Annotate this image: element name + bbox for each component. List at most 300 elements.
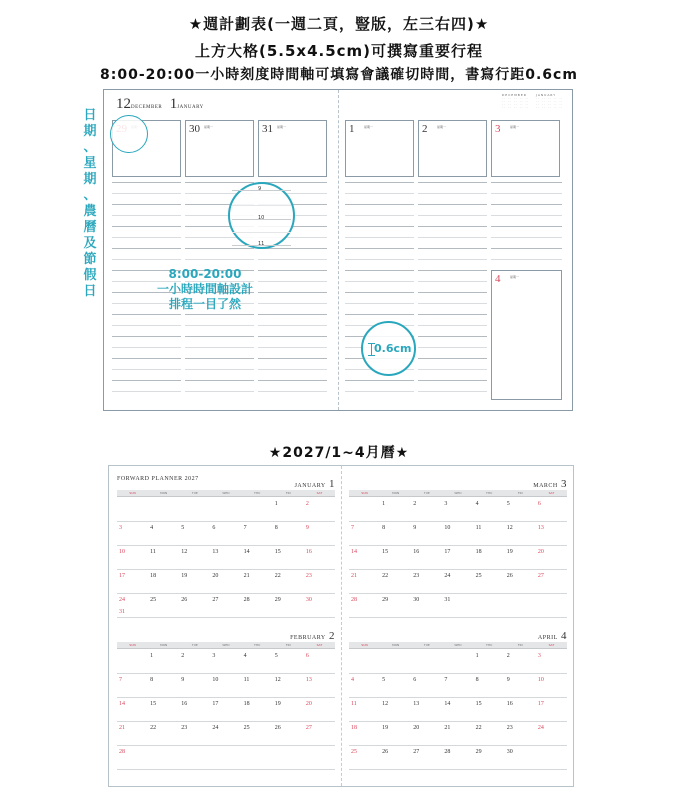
calendar-day[interactable]: 16 [506, 701, 513, 707]
calendar-day[interactable]: 13 [537, 525, 544, 531]
hour-line[interactable] [185, 325, 254, 326]
annotation-line-2: 一小時時間軸設計 [156, 282, 253, 296]
week-row-line [117, 673, 335, 674]
calendar-day[interactable]: 29 [475, 749, 482, 755]
week-row-line [117, 569, 335, 570]
calendar-day[interactable]: 9 [413, 525, 417, 531]
hour-line[interactable] [112, 182, 181, 183]
hour-line[interactable] [418, 303, 487, 304]
calendar-day[interactable]: 20 [305, 701, 312, 707]
weekday-label: FRI [285, 643, 291, 647]
hour-line[interactable] [258, 369, 327, 370]
week-header [116, 96, 204, 113]
calendar-day[interactable]: 18 [150, 573, 157, 579]
calendar-day[interactable]: 10 [537, 677, 544, 683]
calendar-day[interactable]: 16 [305, 549, 312, 555]
week-header-left-month: DECEMBER [131, 105, 163, 110]
calendar-day[interactable]: 26 [382, 749, 389, 755]
week-row-line [349, 721, 567, 722]
calendar-day[interactable]: 25 [475, 573, 482, 579]
calendar-day[interactable]: 1 [475, 653, 479, 659]
weekday-label: FRI [285, 491, 291, 495]
week-row-line [117, 745, 335, 746]
hour-line[interactable] [418, 182, 487, 183]
day-box-right[interactable] [491, 120, 560, 177]
hour-line[interactable] [112, 237, 181, 238]
calendar-day[interactable]: 23 [181, 725, 188, 731]
hour-line[interactable] [112, 314, 181, 315]
calendar-day[interactable]: 6 [212, 525, 216, 531]
hour-line[interactable] [418, 259, 487, 260]
calendar-day[interactable]: 25 [150, 597, 157, 603]
weekday-label: FRI [517, 491, 523, 495]
calendar-day[interactable]: 24 [444, 573, 451, 579]
calendar-day[interactable]: 2 [506, 653, 510, 659]
calendar-day[interactable]: 14 [243, 549, 250, 555]
calendar-day[interactable]: 22 [475, 725, 482, 731]
calendar-day[interactable]: 9 [506, 677, 510, 683]
calendar-day[interactable]: 19 [274, 701, 281, 707]
hour-line[interactable] [345, 237, 414, 238]
annotation-line-3: 排程一目了然 [168, 297, 241, 311]
weekday-header [349, 642, 567, 649]
weekday-label: SAT [316, 491, 323, 495]
calendar-day[interactable]: 6 [305, 653, 309, 659]
weekday-label: WED [454, 491, 462, 495]
hour-line[interactable] [345, 259, 414, 260]
hour-line[interactable] [345, 270, 414, 271]
weekday-label: TUE [191, 643, 198, 647]
weekday-label: THU [253, 643, 261, 647]
day-number: 30 [189, 123, 200, 135]
calendar-day[interactable]: 4 [243, 653, 247, 659]
hour-line[interactable] [185, 248, 254, 249]
hour-line[interactable] [258, 259, 327, 260]
hour-line[interactable] [491, 215, 562, 216]
calendar-day[interactable]: 19 [382, 725, 389, 731]
week-row-line [349, 745, 567, 746]
week-row-line [117, 521, 335, 522]
calendar-day[interactable]: 2 [413, 501, 417, 507]
side-label-char: 假 [83, 268, 97, 283]
weekday-label: FRI [517, 643, 523, 647]
month-title [275, 478, 335, 490]
calendar-day[interactable]: 5 [382, 677, 386, 683]
annotation-line-1: 8:00-20:00 [168, 267, 242, 281]
calendar-day[interactable]: 21 [444, 725, 451, 731]
month-title [507, 630, 567, 642]
hour-line[interactable] [418, 314, 487, 315]
calendar-day[interactable]: 27 [413, 749, 420, 755]
weekday-label: WED [222, 643, 230, 647]
calendar-day[interactable]: 27 [537, 573, 544, 579]
hour-line[interactable] [418, 358, 487, 359]
calendar-day[interactable]: 5 [274, 653, 278, 659]
timeline-annotation [140, 267, 270, 312]
hour-line[interactable] [345, 215, 414, 216]
weekday-label: SUN [129, 643, 136, 647]
calendar-day[interactable]: 27 [305, 725, 312, 731]
hour-line[interactable] [418, 237, 487, 238]
calendar-day[interactable]: 19 [181, 573, 188, 579]
zoom-hour-3: 11 [258, 241, 265, 247]
hour-line[interactable] [345, 182, 414, 183]
calendar-day[interactable]: 3 [444, 501, 448, 507]
hour-line[interactable] [112, 358, 181, 359]
hour-line[interactable] [345, 226, 414, 227]
weekday-label: TUE [191, 491, 198, 495]
calendar-day[interactable]: 17 [119, 573, 125, 579]
calendar-day[interactable]: 23 [506, 725, 513, 731]
hour-line[interactable] [345, 193, 414, 194]
calendar-day[interactable]: 13 [413, 701, 420, 707]
hour-line[interactable] [418, 226, 487, 227]
weekday-label: THU [485, 491, 493, 495]
calendar-day[interactable]: 7 [243, 525, 247, 531]
hour-line[interactable] [185, 369, 254, 370]
calendar-day[interactable]: 11 [150, 549, 156, 555]
calendar-day[interactable]: 6 [537, 501, 541, 507]
calendar-day[interactable]: 1 [274, 501, 278, 507]
calendar-day[interactable]: 31 [444, 597, 451, 603]
calendar-day[interactable]: 9 [181, 677, 185, 683]
hour-line[interactable] [185, 314, 254, 315]
month-title [507, 478, 567, 490]
day-info: 星期一 [510, 125, 520, 129]
week-row-line [117, 617, 335, 618]
week-row-line [349, 697, 567, 698]
calendar-day[interactable]: 1 [382, 501, 386, 507]
hour-line[interactable] [258, 358, 327, 359]
hour-line[interactable] [491, 259, 562, 260]
hour-line[interactable] [345, 292, 414, 293]
weekday-label: MON [392, 491, 400, 495]
hour-line[interactable] [112, 193, 181, 194]
side-day-info: 星期一 [510, 275, 520, 279]
side-label-char: 星 [83, 156, 97, 171]
calendar-day[interactable]: 23 [305, 573, 312, 579]
calendar-day[interactable]: 26 [506, 573, 513, 579]
calendar-day[interactable]: 7 [351, 525, 354, 531]
hour-line[interactable] [258, 391, 327, 392]
calendar-day[interactable]: 30 [413, 597, 420, 603]
calendar-day[interactable]: 4 [150, 525, 154, 531]
calendar-day[interactable]: 4 [351, 677, 354, 683]
hour-line[interactable] [112, 336, 181, 337]
calendar-day[interactable]: 16 [413, 549, 420, 555]
calendar-day[interactable]: 3 [212, 653, 216, 659]
calendar-day[interactable]: 25 [243, 725, 250, 731]
hour-line[interactable] [418, 248, 487, 249]
day-number: 1 [349, 123, 355, 135]
calendar-day[interactable]: 8 [150, 677, 154, 683]
heading-line-1: ★週計劃表(一週二頁，豎版，左三右四)★ [188, 15, 490, 33]
hour-line[interactable] [345, 380, 414, 381]
calendar-day[interactable]: 17 [537, 701, 544, 707]
hour-line[interactable] [418, 193, 487, 194]
weekday-header [117, 642, 335, 649]
calendar-day[interactable]: 21 [243, 573, 250, 579]
calendar-day[interactable]: 8 [382, 525, 386, 531]
calendar-day[interactable]: 6 [413, 677, 417, 683]
day-box-left[interactable] [185, 120, 254, 177]
hour-line[interactable] [112, 347, 181, 348]
calendar-day[interactable]: 24 [119, 597, 125, 603]
hour-line[interactable] [258, 347, 327, 348]
zoom-hour-2: 10 [258, 215, 265, 221]
calendar-day[interactable]: 25 [351, 749, 357, 755]
hour-line[interactable] [345, 303, 414, 304]
week-header-left-num: 12 [116, 96, 131, 112]
hour-line[interactable] [418, 325, 487, 326]
month-name: MARCH [533, 483, 558, 489]
calendar-day[interactable]: 24 [212, 725, 219, 731]
calendar-day[interactable]: 27 [212, 597, 219, 603]
calendar-day[interactable]: 11 [475, 525, 482, 531]
calendar-day[interactable]: 23 [413, 573, 420, 579]
hour-line[interactable] [185, 347, 254, 348]
hour-line[interactable] [258, 325, 327, 326]
hour-line[interactable] [112, 248, 181, 249]
hour-line[interactable] [418, 391, 487, 392]
calendar-day[interactable]: 15 [274, 549, 281, 555]
calendar-day[interactable]: 10 [444, 525, 451, 531]
calendar-day[interactable]: 30 [305, 597, 312, 603]
mini-calendar-2: JANUARY ·· ·· ·· ·· ·· ·· ·· ·· ·· ·· ·· ·· ·· ·· ·· ·· ·· ·· ·· ·· [536, 93, 564, 109]
hour-line[interactable] [418, 336, 487, 337]
calendar-day[interactable]: 30 [506, 749, 513, 755]
calendar-day[interactable]: 14 [119, 701, 125, 707]
calendar-day[interactable]: 19 [506, 549, 513, 555]
hour-line[interactable] [112, 369, 181, 370]
calendar-day[interactable]: 20 [212, 573, 219, 579]
calendar-day[interactable]: 15 [475, 701, 482, 707]
hour-line[interactable] [112, 215, 181, 216]
weekday-label: SAT [548, 491, 555, 495]
hour-line[interactable] [491, 237, 562, 238]
weekday-label: THU [253, 491, 261, 495]
calendar-day[interactable]: 18 [243, 701, 250, 707]
calendar-day[interactable]: 7 [444, 677, 448, 683]
day-box-left[interactable] [258, 120, 327, 177]
zoom-circle-hours [228, 182, 295, 249]
hour-line[interactable] [185, 391, 254, 392]
calendar-day[interactable]: 9 [305, 525, 309, 531]
weekday-header [349, 490, 567, 497]
hour-line[interactable] [185, 336, 254, 337]
calendar-day[interactable]: 13 [305, 677, 312, 683]
weekday-label: TUE [423, 491, 430, 495]
calendar-day[interactable]: 17 [444, 549, 451, 555]
calendar-day[interactable]: 29 [274, 597, 281, 603]
hour-line[interactable] [345, 248, 414, 249]
month-number: 1 [325, 478, 335, 490]
hour-line[interactable] [185, 358, 254, 359]
calendar-day[interactable]: 18 [475, 549, 482, 555]
calendar-day[interactable]: 5 [506, 501, 510, 507]
calendar-heading: ★2027/1~4月曆★ [268, 445, 410, 461]
hour-line[interactable] [258, 314, 327, 315]
zoom-hour-1: 9 [258, 186, 262, 192]
calendar-day[interactable]: 18 [351, 725, 357, 731]
monthly-planner-spread [108, 465, 574, 787]
hour-line[interactable] [258, 380, 327, 381]
calendar-day[interactable]: 31 [119, 609, 125, 615]
hour-line[interactable] [418, 270, 487, 271]
hour-line[interactable] [258, 336, 327, 337]
side-day-number: 4 [495, 273, 501, 285]
calendar-day[interactable]: 21 [351, 573, 357, 579]
day-box-right[interactable] [418, 120, 487, 177]
day-box-side[interactable] [491, 270, 562, 400]
hour-line[interactable] [418, 215, 487, 216]
hour-line[interactable] [418, 380, 487, 381]
weekday-label: SAT [548, 643, 555, 647]
calendar-day[interactable]: 20 [413, 725, 420, 731]
weekday-label: SUN [129, 491, 136, 495]
side-label-char: 日 [83, 108, 97, 123]
hour-line[interactable] [491, 226, 562, 227]
forward-planner-title: FORWARD PLANNER 2027 [117, 476, 199, 482]
zoom-circle-date [110, 115, 148, 153]
calendar-day[interactable]: 15 [150, 701, 157, 707]
hour-line[interactable] [112, 226, 181, 227]
calendar-day[interactable]: 12 [506, 525, 513, 531]
hour-line[interactable] [491, 193, 562, 194]
hour-line[interactable] [345, 281, 414, 282]
calendar-day[interactable]: 12 [181, 549, 188, 555]
calendar-day[interactable]: 14 [351, 549, 357, 555]
calendar-day[interactable]: 29 [382, 597, 389, 603]
hour-line[interactable] [185, 182, 254, 183]
hour-line[interactable] [112, 391, 181, 392]
week-row-line [349, 617, 567, 618]
calendar-day[interactable]: 12 [382, 701, 389, 707]
side-label-char: 期 [83, 172, 97, 187]
side-label-char: 及 [83, 236, 97, 251]
week-row-line [349, 593, 567, 594]
side-label-char: 曆 [83, 220, 97, 235]
hour-line[interactable] [345, 314, 414, 315]
side-label-char: 農 [83, 204, 97, 219]
week-row-line [349, 569, 567, 570]
hour-line[interactable] [112, 204, 181, 205]
calendar-day[interactable]: 11 [243, 677, 250, 683]
calendar-day[interactable]: 14 [444, 701, 451, 707]
hour-line[interactable] [112, 325, 181, 326]
weekday-label: SUN [361, 643, 368, 647]
calendar-day[interactable]: 21 [119, 725, 125, 731]
calendar-day[interactable]: 8 [274, 525, 278, 531]
day-info: 星期一 [437, 125, 447, 129]
day-info: 星期一 [364, 125, 374, 129]
hour-line[interactable] [491, 248, 562, 249]
weekday-label: SUN [361, 491, 368, 495]
hour-line[interactable] [418, 369, 487, 370]
calendar-day[interactable]: 3 [537, 653, 541, 659]
side-label [80, 108, 100, 300]
day-number: 2 [422, 123, 428, 135]
calendar-day[interactable]: 26 [181, 597, 188, 603]
zoom-circle-spacing [361, 321, 416, 376]
heading-line-2: 上方大格(5.5x4.5cm)可撰寫重要行程 [194, 42, 484, 60]
calendar-day[interactable]: 20 [537, 549, 544, 555]
week-header-right-month: JANUARY [177, 105, 204, 110]
hour-line[interactable] [491, 182, 562, 183]
side-label-char: 、 [83, 188, 97, 203]
calendar-day[interactable]: 28 [119, 749, 125, 755]
hour-line[interactable] [185, 380, 254, 381]
weekday-label: TUE [423, 643, 430, 647]
calendar-day[interactable]: 8 [475, 677, 479, 683]
calendar-day[interactable]: 12 [274, 677, 281, 683]
side-label-char: 期 [83, 124, 97, 139]
hour-line[interactable] [418, 281, 487, 282]
week-row-line [117, 697, 335, 698]
calendar-day[interactable]: 22 [274, 573, 281, 579]
calendar-day[interactable]: 2 [305, 501, 309, 507]
calendar-day[interactable]: 10 [212, 677, 219, 683]
calendar-day[interactable]: 2 [181, 653, 185, 659]
hour-line[interactable] [185, 259, 254, 260]
calendar-day[interactable]: 5 [181, 525, 185, 531]
side-label-char: 節 [83, 252, 97, 267]
weekday-label: THU [485, 643, 493, 647]
hour-line[interactable] [418, 347, 487, 348]
hour-line[interactable] [418, 292, 487, 293]
calendar-day[interactable]: 22 [382, 573, 389, 579]
calendar-day[interactable]: 22 [150, 725, 157, 731]
calendar-day[interactable]: 3 [119, 525, 122, 531]
day-box-right[interactable] [345, 120, 414, 177]
heading-line-3: 8:00-20:00一小時刻度時間軸可填寫會議確切時間，書寫行距0.6cm [100, 67, 578, 83]
week-row-line [117, 593, 335, 594]
month-name: JANUARY [294, 483, 326, 489]
calendar-day[interactable]: 16 [181, 701, 188, 707]
hour-line[interactable] [112, 259, 181, 260]
calendar-day[interactable]: 17 [212, 701, 219, 707]
side-label-char: 、 [83, 140, 97, 155]
side-label-char: 日 [83, 284, 97, 299]
calendar-day[interactable]: 28 [444, 749, 451, 755]
hour-line[interactable] [418, 204, 487, 205]
weekday-label: WED [222, 491, 230, 495]
calendar-day[interactable]: 11 [351, 701, 357, 707]
hour-line[interactable] [112, 380, 181, 381]
calendar-day[interactable]: 15 [382, 549, 389, 555]
calendar-day[interactable]: 4 [475, 501, 479, 507]
mini-calendar-1: DECEMBER ·· ·· ·· ·· ·· ·· ·· ·· ·· ·· ·· ·· ·· ·· ·· ·· ·· ·· ·· ·· [502, 93, 530, 109]
week-row-line [349, 521, 567, 522]
hour-line[interactable] [345, 204, 414, 205]
calendar-day[interactable]: 28 [351, 597, 357, 603]
weekday-label: MON [392, 643, 400, 647]
hour-line[interactable] [491, 204, 562, 205]
day-info: 星期一 [277, 125, 287, 129]
calendar-day[interactable]: 26 [274, 725, 281, 731]
calendar-day[interactable]: 13 [212, 549, 219, 555]
calendar-day[interactable]: 28 [243, 597, 250, 603]
weekday-label: MON [160, 491, 168, 495]
calendar-day[interactable]: 1 [150, 653, 154, 659]
month-number: 4 [557, 630, 567, 642]
day-number: 3 [495, 123, 501, 135]
calendar-day[interactable]: 24 [537, 725, 544, 731]
day-info: 星期一 [204, 125, 214, 129]
calendar-day[interactable]: 10 [119, 549, 125, 555]
hour-line[interactable] [345, 391, 414, 392]
calendar-day[interactable]: 7 [119, 677, 122, 683]
